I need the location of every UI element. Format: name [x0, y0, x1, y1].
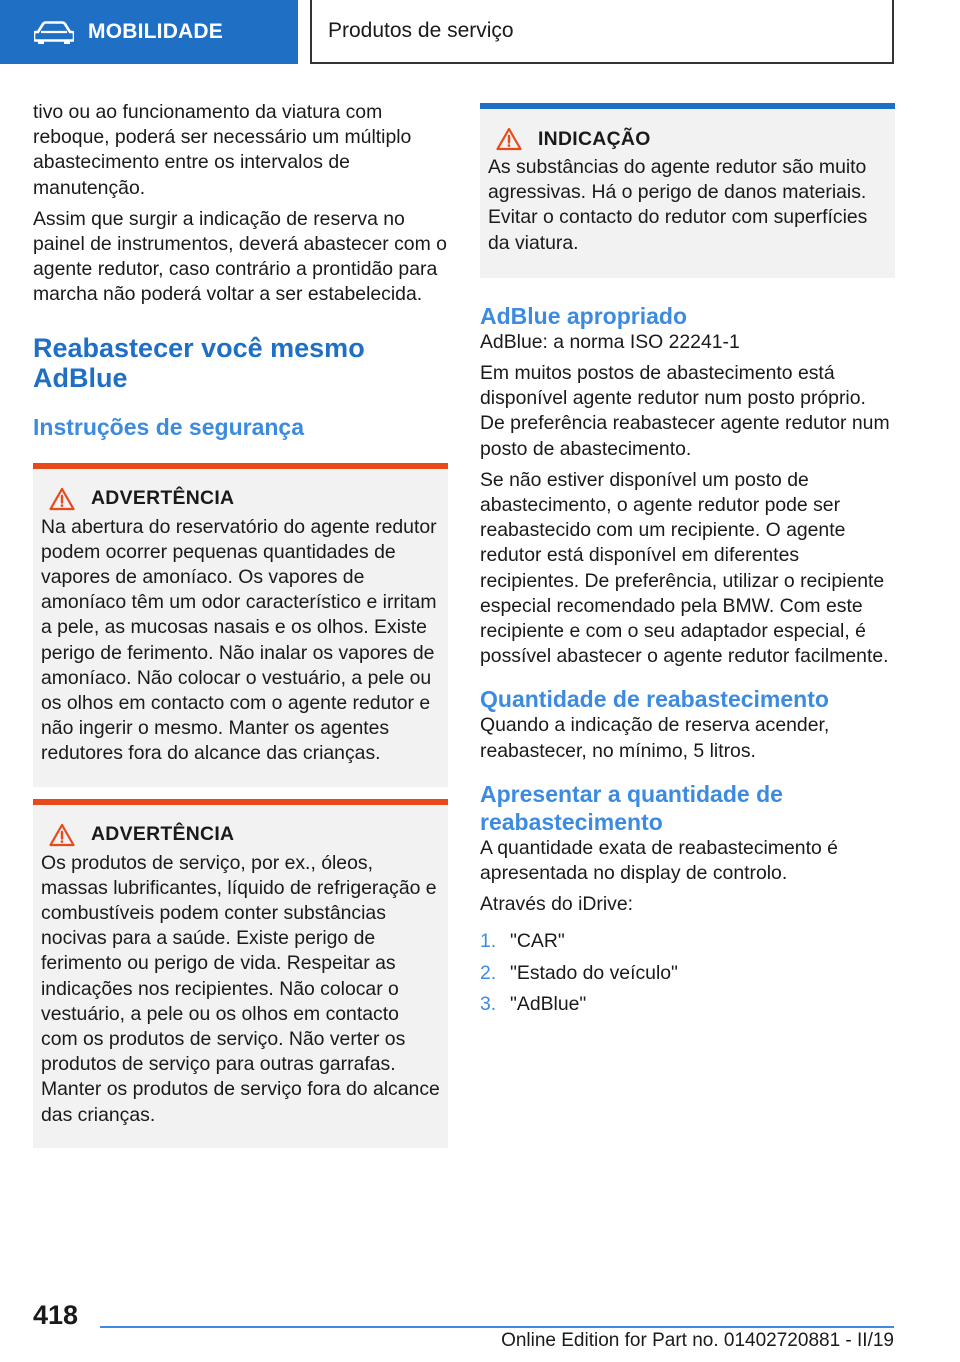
paragraph-norm: AdBlue: a norma ISO 22241-1 — [480, 330, 740, 353]
notice-label: INDICAÇÃO — [538, 127, 651, 150]
warning-triangle-icon — [49, 823, 75, 847]
chapter-label: MOBILIDADE — [88, 20, 223, 43]
step-number: 3. — [480, 992, 497, 1015]
notice-box-indication — [480, 103, 895, 278]
page-title-line2: AdBlue — [33, 362, 128, 393]
notice-text: As substâncias do agente redutor são muito agressivas. Há o perigo de danos materiais. Evitar o contacto do redutor com superfícies da viatura. — [488, 156, 868, 254]
list-item — [480, 929, 895, 954]
step-text: "AdBlue" — [510, 992, 587, 1015]
warning-triangle-icon — [496, 127, 522, 151]
page-title — [33, 333, 448, 393]
heading-quantity: Quantidade de reabastecimento — [480, 686, 829, 713]
list-item — [480, 961, 895, 986]
step-number: 1. — [480, 930, 497, 953]
section-title: Produtos de serviço — [328, 19, 514, 42]
list-item — [480, 992, 895, 1017]
paragraph-quantity: Quando a indicação de reserva acender, reabastecer, no mínimo, 5 litros. — [480, 714, 830, 762]
heading-display-line1: Apresentar a quantidade de — [480, 780, 783, 807]
warning-text: Na abertura do reservatório do agente redutor podem ocorrer pequenas quantidades de vapores de amoníaco. Os vapores de amoníaco têm um odor característico e irritam a pele, as mucosas nasais e os olhos. Existe perigo de ferimento. Não inalar os vapores de amoníaco. Não colocar o vestuário, a pele ou os olhos em contacto com o agente redutor e não ingerir o mesmo. Manter os agentes redutores fora do alcance das crianças. — [41, 515, 437, 765]
heading-adblue-suitable: AdBlue apropriado — [480, 302, 688, 329]
edition-note: Online Edition for Part no. 01402720881 - II/19 — [501, 1330, 894, 1351]
warning-box-service-products — [33, 799, 448, 1148]
car-icon — [34, 20, 74, 44]
step-text: "CAR" — [510, 930, 565, 953]
paragraph-idrive: Através do iDrive: — [480, 893, 634, 916]
warning-triangle-icon — [49, 487, 75, 511]
footer-divider — [100, 1326, 894, 1328]
step-text: "Estado do veículo" — [510, 961, 678, 984]
paragraph-display: A quantidade exata de reabastecimento é apresentada no display de controlo. — [480, 836, 838, 885]
paragraph-stations: Em muitos postos de abastecimento está disponível agente redutor num posto próprio. De preferência reabastecer agente redutor num posto de abastecimento. — [480, 362, 890, 460]
step-number: 2. — [480, 961, 497, 984]
warning-text: Os produtos de serviço, por ex., óleos, massas lubrificantes, líquido de refrigeração e combustíveis podem conter substâncias nocivas para a saúde. Existe perigo de ferimento ou perigo de vida. Respeitar as indicações nos recipientes. Não colocar o vestuário, a pele ou os olhos em contacto com os produtos de serviço. Não verter os produtos de serviço para outras garrafas. Manter os produtos de serviço fora do alcance das crianças. — [41, 851, 440, 1126]
chapter-tab[interactable] — [0, 0, 298, 64]
paragraph-container: Se não estiver disponível um posto de abastecimento, o agente redutor pode ser reabastecido com um recipiente. O agente redutor está disponível em diferentes recipientes. De preferência, utilizar o recipiente especial recomendado pela BMW. Com este recipiente e com o seu adaptador especial, é possível abastecer o agente redutor facilmente. — [480, 468, 889, 668]
page-number: 418 — [33, 1300, 79, 1330]
idrive-steps — [480, 929, 895, 1017]
warning-box-ammonia — [33, 463, 448, 787]
left-column — [33, 100, 448, 1148]
warning-label: ADVERTÊNCIA — [91, 823, 235, 846]
paragraph-reserve: Assim que surgir a indicação de reserva no painel de instrumentos, deverá abastecer com o agente redutor, caso contrário a prontidão para marcha não poderá voltar a ser estabelecida. — [33, 207, 447, 306]
heading-display-line2: reabastecimento — [480, 808, 663, 835]
page-title-line1: Reabastecer você mesmo — [33, 332, 365, 363]
safety-heading: Instruções de segurança — [33, 413, 304, 440]
section-header — [310, 0, 894, 64]
right-column — [480, 103, 895, 1023]
heading-display-quantity — [480, 780, 895, 836]
paragraph-continuation: tivo ou ao funcionamento da viatura com reboque, poderá ser necessário um múltiplo abastecimento entre os intervalos de manutenção. — [33, 101, 412, 199]
warning-label: ADVERTÊNCIA — [91, 487, 235, 510]
